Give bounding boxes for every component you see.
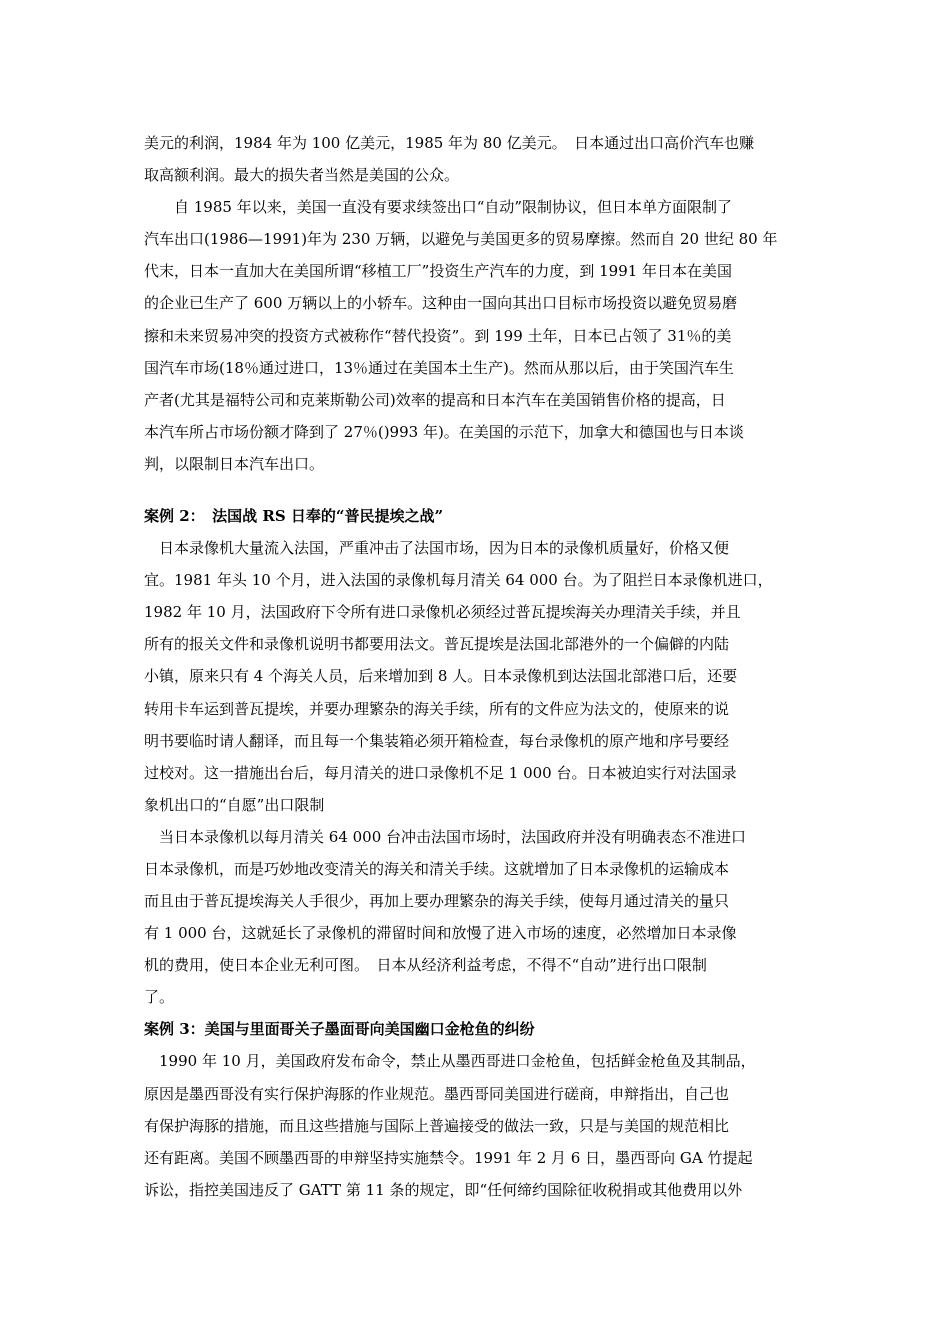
intro-paragraph xyxy=(144,127,808,191)
text-line: 所有的报关文件和录像机说明书都要用法文。普瓦提埃是法国北部港外的一个偏僻的内陆 xyxy=(144,635,730,654)
text-line: 自 1985 年以来，美国一直没有要求续签出口“自动”限制协议，但日本单方面限制了 xyxy=(144,198,733,217)
text-line: 象机出口的“自愿”出口限制 xyxy=(144,795,325,814)
text-line: 诉讼，指控美国违反了 GATT 第 11 条的规定，即“任何缔约国除征收税捐或其他费用以外 xyxy=(144,1180,743,1199)
text-line: 有保护海豚的措施，而且这些措施与国际上普遍接受的做法一致，只是与美国的规范相比 xyxy=(144,1116,730,1135)
case-2-heading: 案例 2： 法国战 RS 日奉的“普民提埃之战” xyxy=(144,507,444,526)
text-line: 国汽车市场(18％通过进口，13％通过在美国本土生产)。然而从那以后，由于笑国汽车生 xyxy=(144,358,734,377)
text-line: 判，以限制日本汽车出口。 xyxy=(144,454,325,473)
section-spacer xyxy=(144,480,808,500)
text-line: 擦和未来贸易冲突的投资方式被称作“替代投资”。到 199 土年，日本已占领了 31％的美 xyxy=(144,326,732,345)
text-line: 当日本录像机以每月清关 64 000 台冲击法国市场时，法国政府并没有明确表态不准进口 xyxy=(144,827,747,846)
text-line: 取高额利润。最大的损失者当然是美国的公众。 xyxy=(144,166,460,185)
text-line: 小镇，原来只有 4 个海关人员，后来增加到 8 人。日本录像机到达法国北部港口后，还要 xyxy=(144,667,738,686)
text-line: 产者(尤其是福特公司和克莱斯勒公司)效率的提高和日本汽车在美国销售价格的提高，日 xyxy=(144,390,726,409)
text-line: 原因是墨西哥没有实行保护海豚的作业规范。墨西哥同美国进行磋商，申辩指出，自己也 xyxy=(144,1084,730,1103)
text-line: 明书要临时请人翻译，而且每一个集装箱必须开箱检查，每台录像机的原产地和序号要经 xyxy=(144,731,730,750)
case-2-paragraph-1 xyxy=(144,532,808,821)
text-line: 1990 年 10 月，美国政府发布命令，禁止从墨西哥进口金枪鱼，包括鲜金枪鱼及其制品， xyxy=(144,1052,756,1071)
text-line: 机的费用，使日本企业无利可图。 日本从经济利益考虑，不得不“自动”进行出口限制 xyxy=(144,956,707,975)
text-line: 汽车出口(1986—1991)年为 230 万辆，以避免与美国更多的贸易摩擦。然而自 20 世纪 80 年 xyxy=(144,230,778,249)
case-2-paragraph-2 xyxy=(144,821,808,1014)
text-line: 过校对。这一措施出台后，每月清关的进口录像机不足 1 000 台。日本被迫实行对法国录 xyxy=(144,763,737,782)
case-3-heading: 案例 3：美国与里面哥关子墨面哥向美国幽口金枪鱼的纠纷 xyxy=(144,1020,535,1039)
text-line: 有 1 000 台，这就延长了录像机的滞留时间和放慢了进入市场的速度，必然增加日本录像 xyxy=(144,924,737,943)
text-line: 美元的利润，1984 年为 100 亿美元，1985 年为 80 亿美元。 日本通过出口高价汽车也赚 xyxy=(144,134,755,152)
text-line: 还有距离。美国不顾墨西哥的申辩坚持实施禁令。1991 年 2 月 6 日，墨西哥向 GA 竹提起 xyxy=(144,1148,753,1167)
text-line: 宜。1981 年头 10 个月，进入法国的录像机每月清关 64 000 台。为了阻拦日本录像机进口， xyxy=(144,571,773,590)
text-line: 本汽车所占市场份额才降到了 27％()993 年)。在美国的示范下，加拿大和德国也与日本谈 xyxy=(144,422,744,441)
text-line: 1982 年 10 月，法国政府下令所有进口录像机必须经过普瓦提埃海关办理清关手续，并且 xyxy=(144,603,741,622)
text-line: 日本录像机，而是巧妙地改变清关的海关和清关手续。这就增加了日本录像机的运输成本 xyxy=(144,859,730,878)
text-line: 的企业已生产了 600 万辆以上的小轿车。这种由一国向其出口目标市场投资以避免贸易磨 xyxy=(144,294,738,313)
text-line: 了。 xyxy=(144,988,175,1007)
text-line: 日本录像机大量流入法国，严重冲击了法国市场，因为日本的录像机质量好，价格又便 xyxy=(144,539,730,558)
case-3-paragraph-1 xyxy=(144,1045,808,1205)
text-line: 转用卡车运到普瓦提埃，并要办理繁杂的海关手续，所有的文件应为法文的，使原来的说 xyxy=(144,699,730,718)
text-line: 而且由于普瓦提埃海关人手很少，再加上要办理繁杂的海关手续，使每月通过清关的量只 xyxy=(144,892,730,911)
text-line: 代末，日本一直加大在美国所谓“移植工厂”投资生产汽车的力度，到 1991 年日本在美国 xyxy=(144,262,733,281)
paragraph-japanese-auto-exports xyxy=(144,191,808,480)
